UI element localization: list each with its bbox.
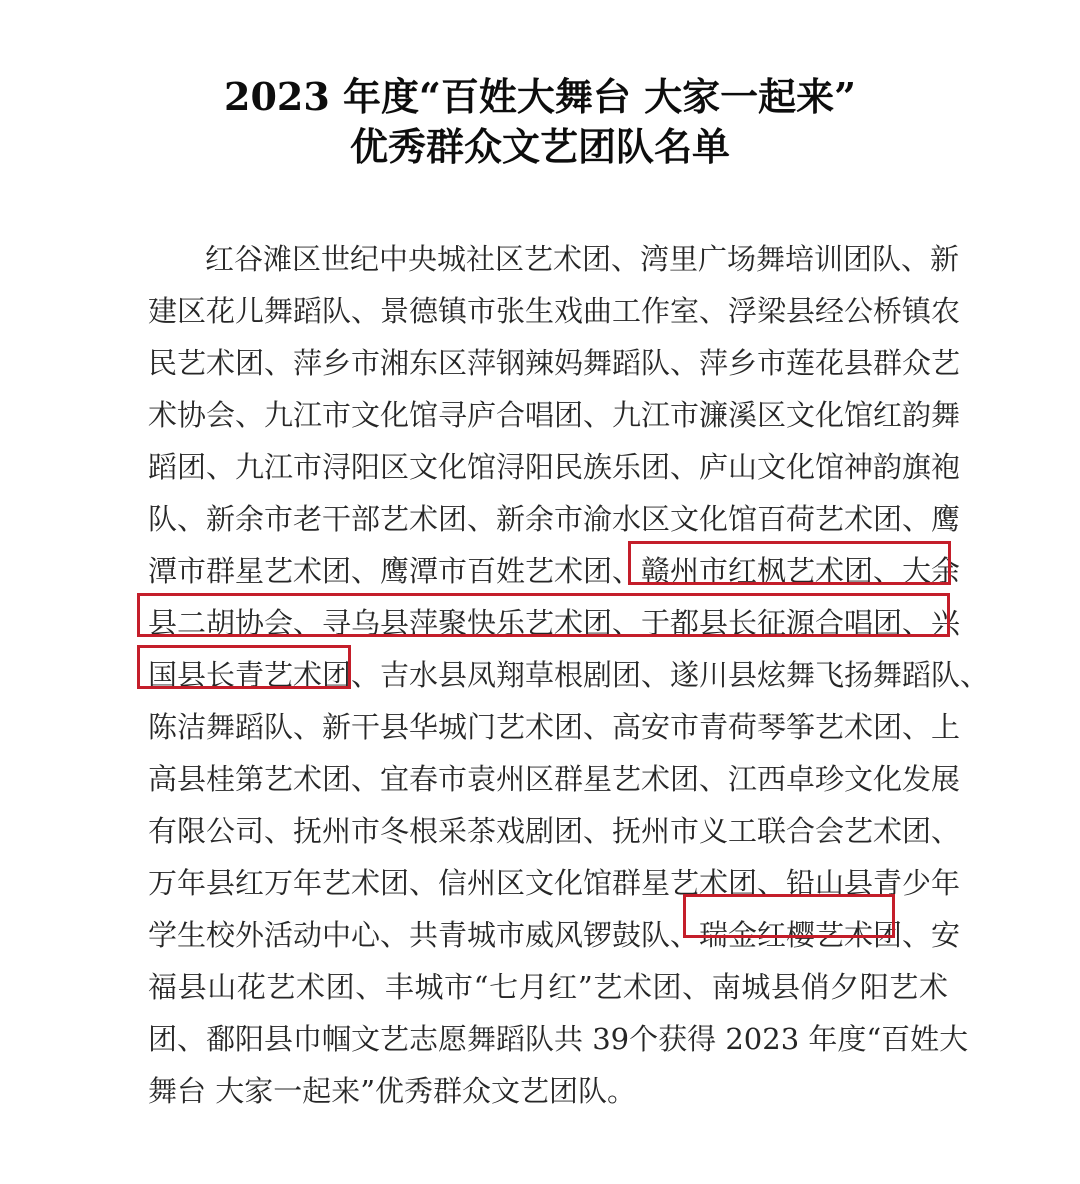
body-line-8: 县二胡协会、寻乌县萍聚快乐艺术团、于都县长征源合唱团、兴 [148,606,961,640]
body-line-7: 潭市群星艺术团、鹰潭市百姓艺术团、赣州市红枫艺术团、大余 [148,554,961,588]
document-title-line-1: 2023 年度“百姓大舞台 大家一起来” [224,74,856,119]
body-line-13: 万年县红万年艺术团、信州区文化馆群星艺术团、铅山县青少年 [148,866,961,900]
body-line-14: 学生校外活动中心、共青城市威风锣鼓队、瑞金红樱艺术团、安 [148,918,961,952]
body-line-3: 民艺术团、萍乡市湘东区萍钢辣妈舞蹈队、萍乡市莲花县群众艺 [148,346,961,380]
body-line-6: 队、新余市老干部艺术团、新余市渝水区文化馆百荷艺术团、鹰 [148,502,961,536]
body-line-10: 陈洁舞蹈队、新干县华城门艺术团、高安市青荷琴筝艺术团、上 [148,710,961,744]
body-line-17: 舞台 大家一起来”优秀群众文艺团队。 [148,1074,637,1108]
body-line-1: 红谷滩区世纪中央城社区艺术团、湾里广场舞培训团队、新 [205,242,960,276]
body-line-11: 高县桂第艺术团、宜春市袁州区群星艺术团、江西卓珍文化发展 [148,762,961,796]
document-title-line-2: 优秀群众文艺团队名单 [349,124,730,169]
body-line-5: 蹈团、九江市浔阳区文化馆浔阳民族乐团、庐山文化馆神韵旗袍 [148,450,961,484]
body-line-9: 国县长青艺术团、吉水县凤翔草根剧团、遂川县炫舞飞扬舞蹈队、 [148,658,990,692]
body-line-16: 团、鄱阳县巾帼文艺志愿舞蹈队共 39个获得 2023 年度“百姓大 [148,1022,969,1056]
body-line-15: 福县山花艺术团、丰城市“七月红”艺术团、南城县俏夕阳艺术 [148,970,948,1004]
body-line-4: 术协会、九江市文化馆寻庐合唱团、九江市濂溪区文化馆红韵舞 [148,398,961,432]
body-line-2: 建区花儿舞蹈队、景德镇市张生戏曲工作室、浮梁县经公桥镇农 [148,294,961,328]
body-line-12: 有限公司、抚州市冬根采茶戏剧团、抚州市义工联合会艺术团、 [148,814,961,848]
